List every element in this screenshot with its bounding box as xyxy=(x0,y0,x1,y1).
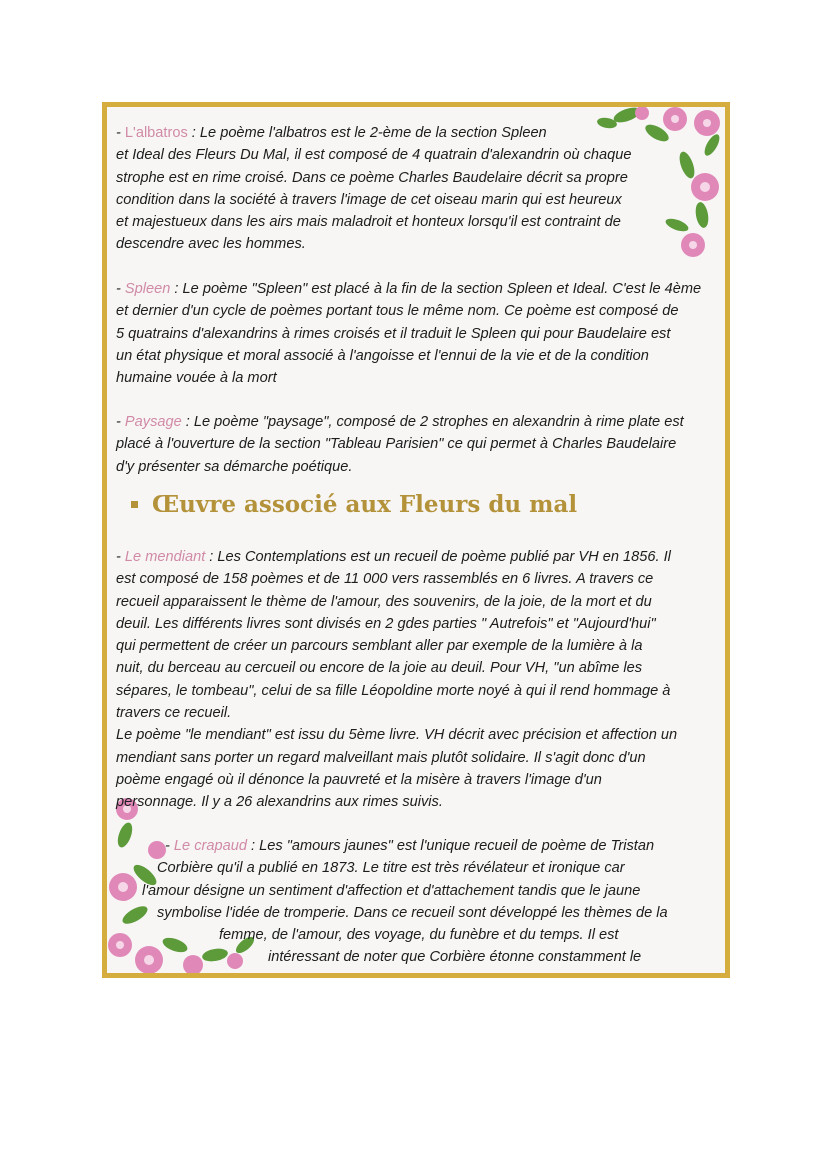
paragraph-albatros: - L'albatros : Le poème l'albatros est le 2-ème de la section Spleen et Ideal des Fleurs Du Mal, il est composé de 4 quatrain d'alexandrin où chaque strophe est en rime croisé. Dans ce poème Charles Baudelaire décrit sa propre condition dans la société à travers l'image de cet oiseau marin qui est heureux et majestueux dans les airs mais maladroit et honteux lorsqu'il est contraint de descendre avec les hommes. xyxy=(116,125,632,253)
section-heading: Œuvre associé aux Fleurs du mal xyxy=(131,491,577,518)
document-page xyxy=(102,102,730,978)
label-albatros: L'albatros xyxy=(124,125,188,141)
label-spleen: Spleen xyxy=(124,281,171,297)
label-paysage: Paysage xyxy=(124,414,182,430)
heading-bullet-icon xyxy=(131,501,138,508)
label-mendiant: Le mendiant xyxy=(124,549,206,565)
paragraph-crapaud: - Le crapaud : Les "amours jaunes" est l'unique recueil de poème de Tristan Corbière qu'il a publié en 1873. Le titre est très révélateur et ironique car l'amour désigne un sentiment d'affection et d'attachement tandis que le jaune symbolise l'idée de tromperie. Dans ce recueil sont développé les thèmes de la femme, de l'amour, des voyage, du funèbre et du temps. Il est intéressant de noter que Corbière étonne constamment le xyxy=(142,838,668,966)
paragraph-mendiant: - Le mendiant : Les Contemplations est un recueil de poème publié par VH en 1856. Il est composé de 158 poèmes et de 11 000 vers rassemblés en 6 livres. A travers ce recueil apparaissent le thème de l'amour, des souvenirs, de la joie, de la mort et du deuil. Les différents livres sont divisés en 2 gdes parties " Autrefois" et "Aujourd'hui" qui permettent de créer un parcours semblant aller par exemple de la lumière à la nuit, du berceau au cercueil ou encore de la joie au deuil. Pour VH, "un abîme les sépares, le tombeau", celui de sa fille Léopoldine morte noyé à qui il rend hommage à travers ce recueil. Le poème "le mendiant" est issu du 5ème livre. VH décrit avec précision et affection un mendiant sans porter un regard malveillant mais plutôt solidaire. Il s'agit donc d'un poème engagé où il dénonce la pauvreté et la misère à travers l'image d'un personnage. Il y a 26 alexandrins aux rimes suivis. xyxy=(116,549,678,811)
paragraph-spleen: - Spleen : Le poème "Spleen" est placé à la fin de la section Spleen et Ideal. C'est le 4ème et dernier d'un cycle de poèmes portant tous le même nom. Ce poème est composé de 5 quatrains d'alexandrins à rimes croisés et il traduit le Spleen qui pour Baudelaire est un état physique et moral associé à l'angoisse et l'ennui de la vie et de la condition humaine vouée à la mort xyxy=(116,281,702,387)
paragraph-paysage: - Paysage : Le poème "paysage", composé de 2 strophes en alexandrin à rime plate est placé à l'ouverture de la section "Tableau Parisien" ce qui permet à Charles Baudelaire d'y présenter sa démarche poétique. xyxy=(116,414,684,475)
label-crapaud: Le crapaud xyxy=(173,838,247,854)
